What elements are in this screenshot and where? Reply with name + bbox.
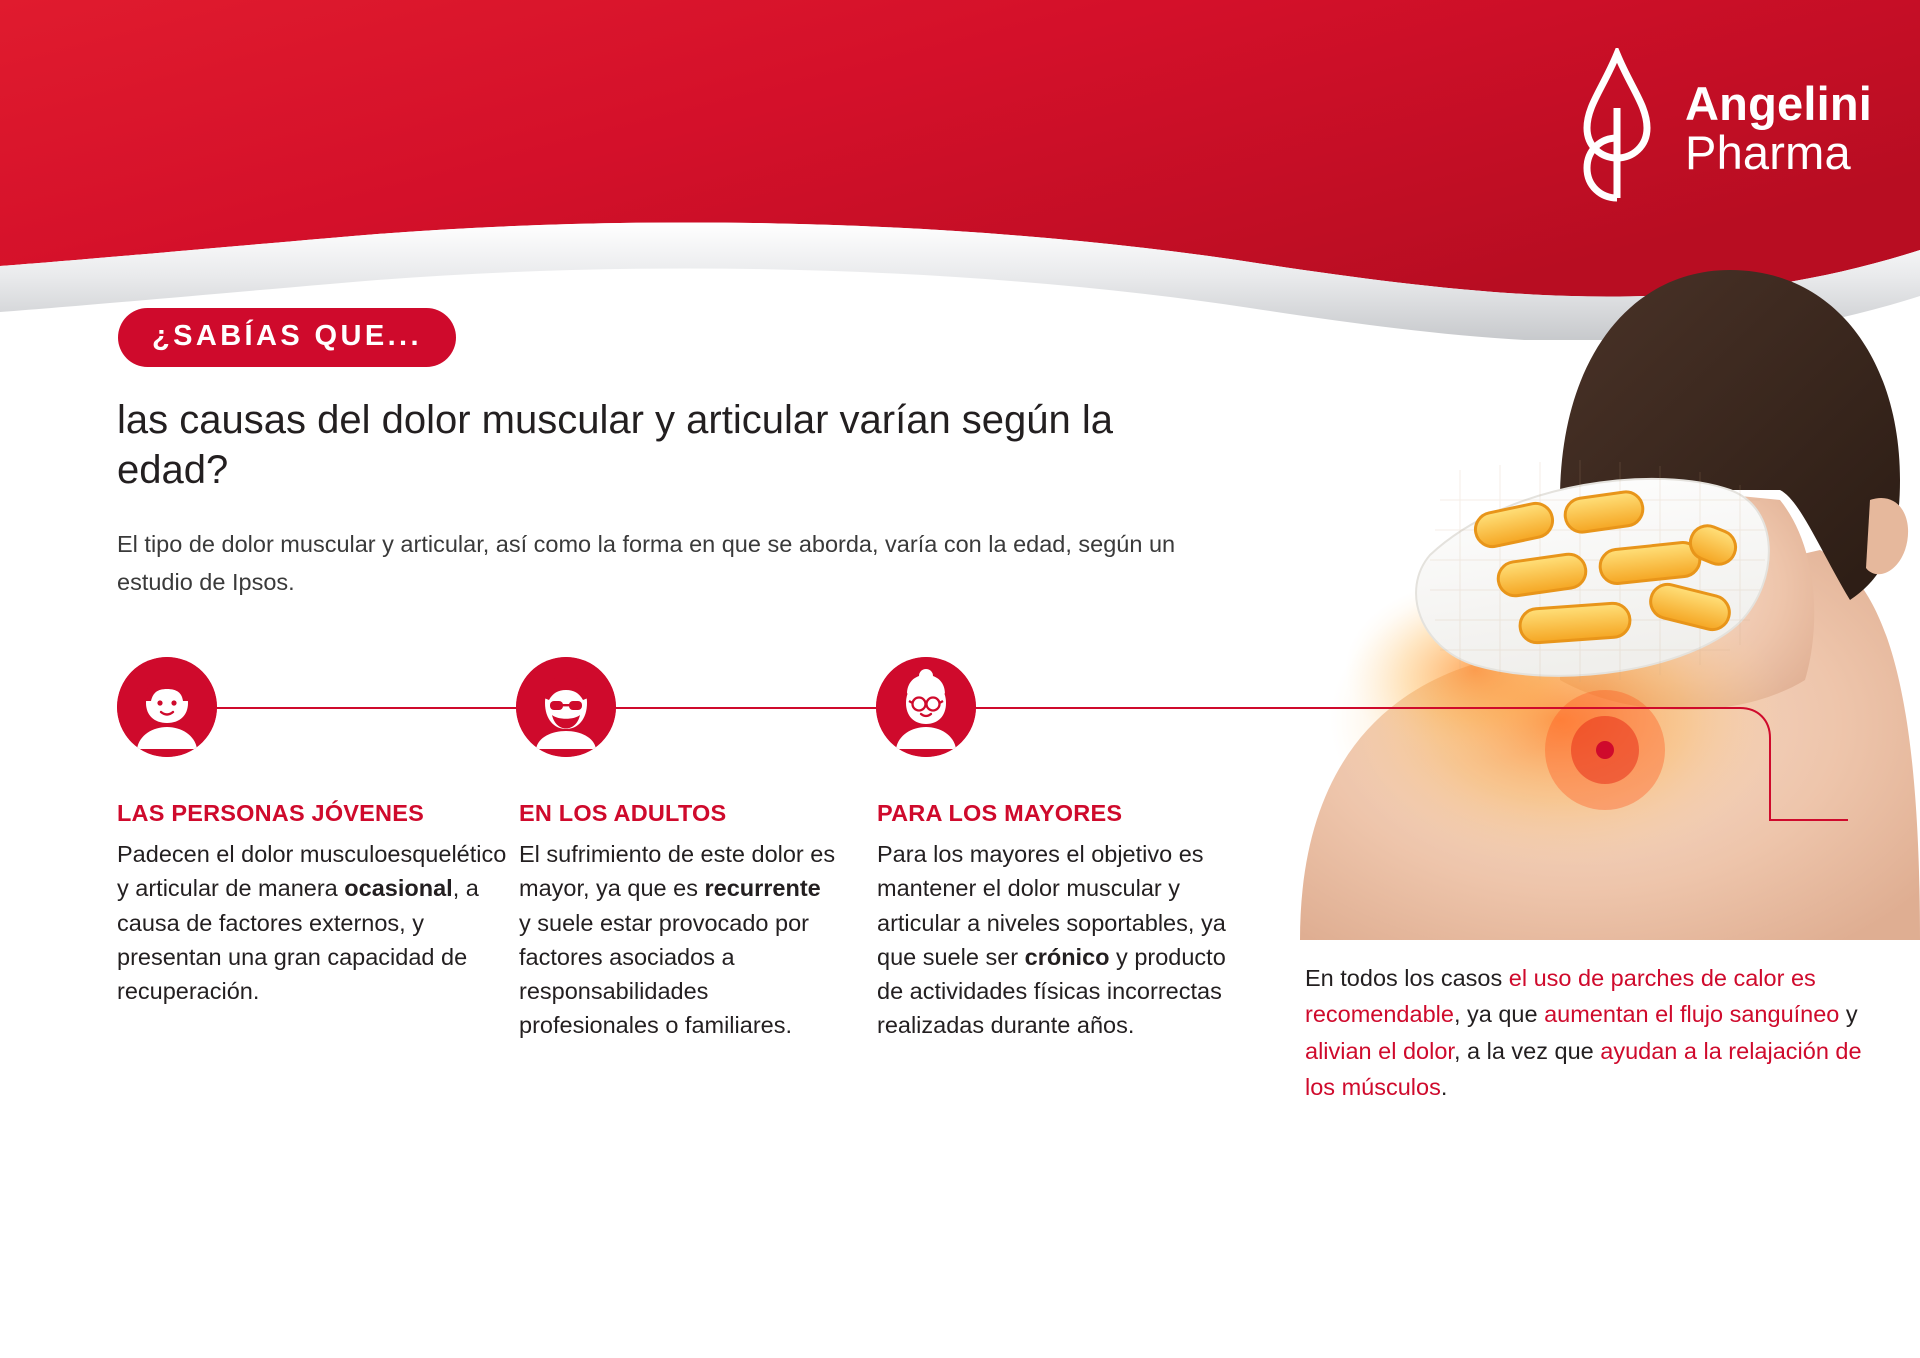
column-body: Para los mayores el objetivo es mantener el dolor muscular y articular a niveles soportables, ya que suele ser crónico y producto de actividades físicas incorrectas realizadas durante años. <box>877 841 1226 1039</box>
column-title: PARA LOS MAYORES <box>877 800 1123 826</box>
column-title: EN LOS ADULTOS <box>519 800 727 826</box>
adult-man-avatar-icon <box>516 657 616 757</box>
column-young <box>117 800 507 1008</box>
brand-logo <box>1573 48 1872 208</box>
age-timeline <box>117 645 1597 775</box>
timeline-elbow-connector <box>1440 700 1860 860</box>
heat-patch-note: En todos los casos el uso de parches de calor es recomendable, ya que aumentan el flujo sanguíneo y alivian el dolor, a la vez que ayudan a la relajación de los músculos. <box>1305 965 1862 1101</box>
elderly-woman-avatar-icon <box>876 657 976 757</box>
young-woman-avatar-icon <box>117 657 217 757</box>
column-title: LAS PERSONAS JÓVENES <box>117 800 424 826</box>
angelini-drop-icon <box>1573 48 1659 208</box>
column-body: El sufrimiento de este dolor es mayor, ya que es recurrente y suele estar provocado por factores asociados a responsabilidades profesionales o familiares. <box>519 841 836 1039</box>
logo-text-line2: Pharma <box>1685 126 1851 179</box>
timeline-connector-line <box>203 707 1448 709</box>
column-adults <box>519 800 839 1043</box>
column-elderly <box>877 800 1252 1043</box>
logo-text-line1: Angelini <box>1685 76 1872 130</box>
column-body: Padecen el dolor musculoesquelético y articular de manera ocasional, a causa de factores externos, y presentan una gran capacidad de recuperación. <box>117 841 507 1005</box>
status-badge: ¿SABÍAS QUE... <box>118 308 456 367</box>
page-title: las causas del dolor muscular y articular varían según la edad? <box>117 398 1114 492</box>
intro-paragraph: El tipo de dolor muscular y articular, así como la forma en que se aborda, varía con la edad, según un estudio de Ipsos. <box>117 531 1176 596</box>
